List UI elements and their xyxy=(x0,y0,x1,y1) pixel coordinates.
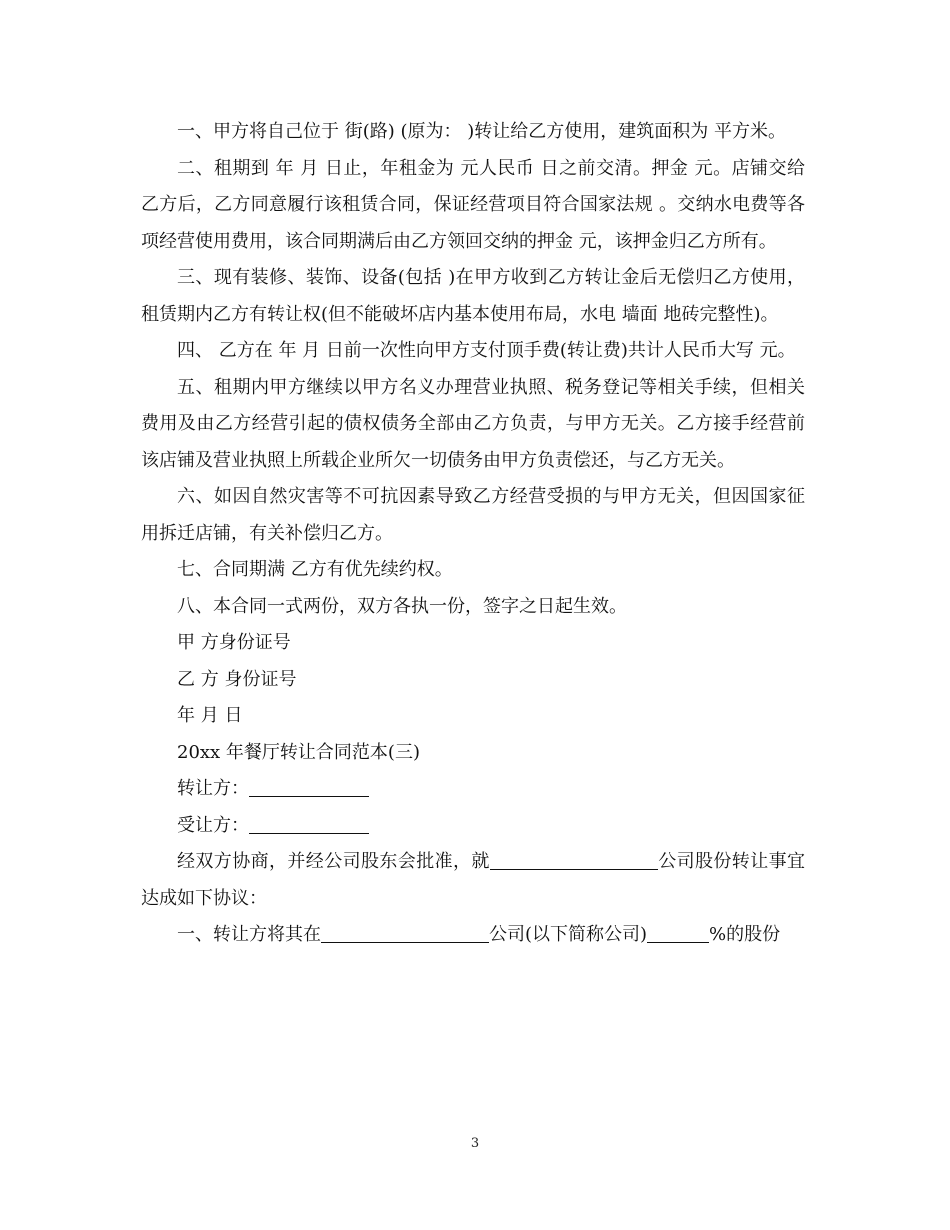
clause-8: 八、本合同一式两份，双方各执一份，签字之日起生效。 xyxy=(177,595,627,617)
transferee-blank xyxy=(249,815,369,834)
transferor-blank xyxy=(249,778,369,797)
document-body xyxy=(141,114,805,954)
date-line: 年 月 日 xyxy=(177,705,243,726)
clause-one-share xyxy=(141,917,805,954)
clause-5: 五、租期内甲方继续以甲方名义办理营业执照、税务登记等相关手续，但相关费用及由乙方经营引起的债权债务全部由乙方负责，与甲方无关。乙方接手经营前该店铺及营业执照上所载企业所欠一切债务由甲方负责偿还，与乙方无关。 xyxy=(141,376,805,471)
transferee-line xyxy=(141,808,805,845)
party-a-id-line: 甲 方身份证号 xyxy=(177,632,291,653)
page-number: 3 xyxy=(470,1136,480,1151)
clause-one-middle: 公司(以下简称公司) xyxy=(489,924,648,945)
agreement-intro-before: 经双方协商，并经公司股东会批准，就 xyxy=(177,851,490,872)
transferor-label: 转让方： xyxy=(177,778,249,799)
clause-6: 六、如因自然灾害等不可抗因素导致乙方经营受损的与甲方无关，但因国家征用拆迁店铺，有关补偿归乙方。 xyxy=(141,486,805,544)
share-percent-blank xyxy=(647,924,709,943)
clause-4: 四、 乙方在 年 月 日前一次性向甲方支付顶手费(转让费)共计人民币大写 元。 xyxy=(177,340,796,361)
clause-3: 三、现有装修、装饰、设备(包括 )在甲方收到乙方转让金后无偿归乙方使用，租赁期内乙方有转让权(但不能破坏店内基本使用布局，水电 墙面 地砖完整性)。 xyxy=(141,267,805,325)
transferee-label: 受让方： xyxy=(177,814,249,836)
transferor-line xyxy=(141,771,805,808)
clause-1: 一、甲方将自己位于 街(路) (原为： )转让给乙方使用，建筑面积为 平方米。 xyxy=(177,121,786,142)
clause-7: 七、合同期满 乙方有优先续约权。 xyxy=(177,559,453,580)
clause-2: 二、租期到 年 月 日止，年租金为 元人民币 日之前交清。押金 元。店铺交给乙方后，乙方同意履行该租赁合同，保证经营项目符合国家法规 。交纳水电费等各项经营使用费用，该合同期满后由乙方领回交纳的押金 元，该押金归乙方所有。 xyxy=(141,157,805,252)
agreement-intro xyxy=(141,844,805,917)
share-company-blank xyxy=(321,924,489,943)
contract-title: 20xx 年餐厅转让合同范本(三) xyxy=(177,741,420,763)
clause-one-after: %的股份 xyxy=(709,924,781,945)
company-name-blank xyxy=(490,851,658,870)
agreement-intro-after: 公司股份转让事宜达成如下协议： xyxy=(141,851,806,909)
party-b-id-line: 乙 方 身份证号 xyxy=(177,668,297,690)
clause-one-before: 一、转让方将其在 xyxy=(177,924,321,945)
